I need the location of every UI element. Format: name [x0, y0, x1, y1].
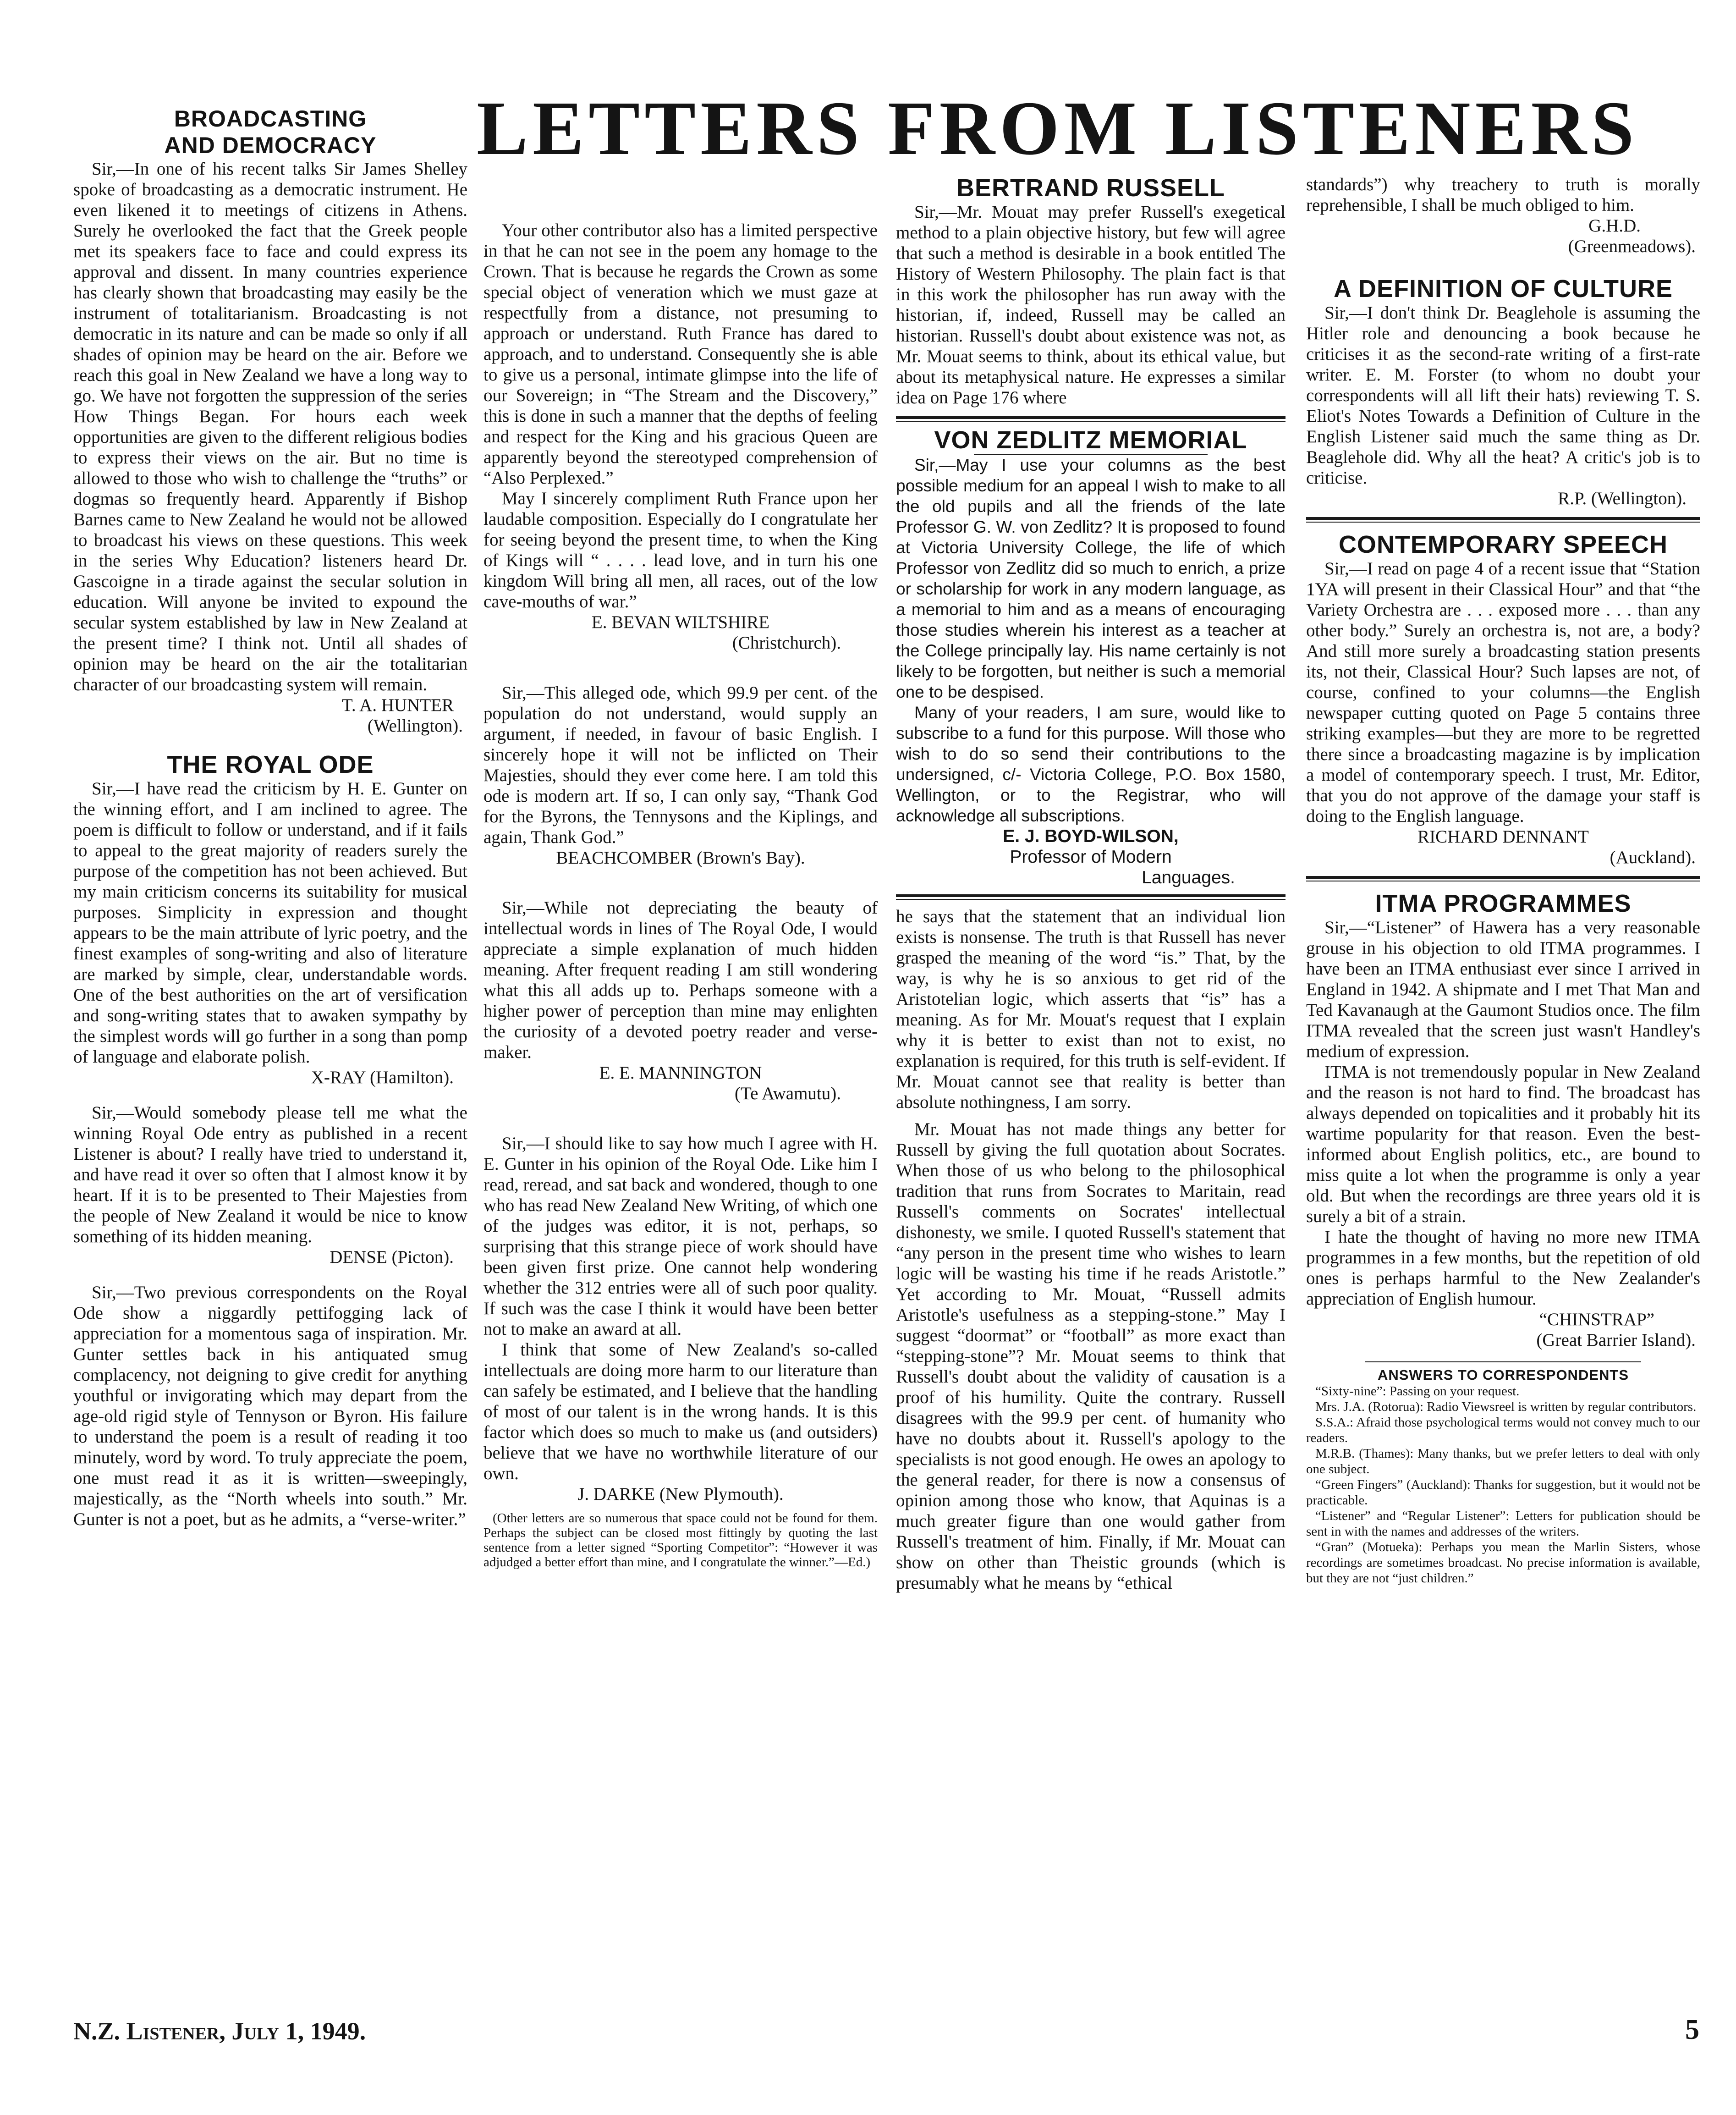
- letter-text: Sir,—I have read the criticism by H. E. Gunter on the winning effort, and I am inclined to agree. The poem is difficult to follow or understand, and if it fails to appeal to the great majority of readers surely the purpose of the competition has not been achieved. But my main criticism concerns its suitability for musical purposes. Simplicity in expression and thought appears to be the main attribute of lyric poetry, and the finest examples of song-writing and also of literature are marked by simple, clear, understandable words. One of the best authorities on the art of versification and song-writing states that to awaken sympathy by the simplest words will go further in a song than pomp of language and elaborate polish.: [73, 779, 467, 1067]
- letter-text: Your other contributor also has a limited perspective in that he can not see in the poem any homage to the Crown. That is because he regards the Crown as some special object of veneration which we must gaze at respectfully from a distance, not presuming to approach or understand. Ruth France has dared to approach, and to understand. Consequently she is able to give us a personal, intimate glimpse into the life of our Sovereign; in “The Stream and the Discovery,” this is done in such a manner that the depths of feeling and respect for the King and his gracious Queen are apparently beyond the stereotyped comprehension of “Also Perplexed.”: [483, 220, 878, 488]
- answer-item: “Sixty-nine”: Passing on your request.: [1315, 1384, 1520, 1399]
- letter-text: May I sincerely compliment Ruth France upon her laudable composition. Especially do I congratulate her for seeing beyond the present time, to when the King of Kings will “ . . . . lead love, and in turn his one kingdom Will bring all men, all races, out of the low cave-mouths of war.”: [483, 489, 878, 611]
- letter-text: Sir,—“Listener” of Hawera has a very reasonable grouse in his objection to old ITMA programmes. I have been an ITMA enthusiast ever since I arrived in England in 1942. A shipmate and I met That Man and Ted Kavanaugh at the Gaumont Studios once. The film ITMA revealed that the screen just wasn't Handley's medium of expression.: [1306, 918, 1700, 1061]
- answer-item: “Green Fingers” (Auckland): Thanks for suggestion, but it would not be practicable.: [1306, 1477, 1700, 1508]
- letter-text: standards”) why treachery to truth is morally reprehensible, I shall be much obliged to him.: [1306, 175, 1700, 215]
- letter-text: Sir,—In one of his recent talks Sir James Shelley spoke of broadcasting as a democratic instrument. He even likened it to meetings of citizens in Athens. Surely he overlooked the fact that the Greek people met its speakers face to face and could express its approval and dissent. In many countries experience has clearly shown that broadcasting may easily be the instrument of totalitarianism. Broadcasting is not democratic in its nature and can be made so only if all shades of opinion may be heard on the air. Before we reach this goal in New Zealand we have a long way to go. We have not forgotten the suppression of the series How Things Began. For hours each week opportunities are given to the different religious bodies to express their views on the air. But no time is allowed to those who wish to challenge the “truths” or dogmas so frequently heard. Apparently if Bishop Barnes came to New Zealand he would not be allowed to broadcast his views on these questions. This week in the series Why Education? listeners heard Dr. Gascoigne in a tirade against the secular solution in education. Will anyone be invited to expound the secular system established by law in New Zealand at the present time? I think not. Until all shades of opinion may be heard on the air the totalitarian character of our broadcasting system will remain.: [73, 159, 467, 694]
- heading-itma-programmes: ITMA PROGRAMMES: [1375, 890, 1632, 917]
- signature: “CHINSTRAP”: [1539, 1310, 1654, 1329]
- letter-text: Sir,—This alleged ode, which 99.9 per cent. of the population do not understand, would supply an argument, if needed, in favour of basic English. I sincerely hope it will not be inflicted on Their Majesties, should they ever come here. I am told this ode is modern art. If so, I can only say, “Thank God for the Byrons, the Tennysons and the Kiplings, and again, Thank God.”: [483, 683, 878, 847]
- signature: E. E. MANNINGTON: [599, 1063, 762, 1083]
- heading-royal-ode: THE ROYAL ODE: [167, 751, 374, 778]
- signature-location: (Auckland).: [1610, 848, 1696, 867]
- signature: E. J. BOYD-WILSON,: [1003, 826, 1179, 846]
- answer-item: “Listener” and “Regular Listener”: Letters for publication should be sent in with the names and addresses of the writers.: [1306, 1509, 1700, 1539]
- column-2: [483, 220, 878, 1570]
- signature-title: Languages.: [1142, 868, 1235, 887]
- divider: [896, 894, 1286, 900]
- signature: RICHARD DENNANT: [1417, 827, 1589, 847]
- column-4: [1306, 174, 1700, 1586]
- column-3: [896, 174, 1286, 1593]
- letter-text: Sir,—I read on page 4 of a recent issue that “Station 1YA will present in their Classical Hour” and that “the Variety Orchestra are . . . exposed more . . . than any other body.” Surely an orchestra is, not are, a body? And still more surely a broadcasting station presents its, not their, Classical Hour? Such lapses are not, of course, confined to your columns—the English newspaper cutting quoted on Page 5 contains three striking examples—but they are more to be regretted there since a broadcasting magazine is by implication a model of contemporary speech. I trust, Mr. Editor, that you do not approve of the damage your staff is doing to the English language.: [1306, 559, 1700, 826]
- signature-location: (Wellington).: [367, 716, 463, 736]
- letter-text: I think that some of New Zealand's so-called intellectuals are doing more harm to our literature than can safely be estimated, and I believe that the handling of most of our talent is in the wrong hands. It is this factor which does so much to make us (and outsiders) believe that we have no worthwhile literature of our own.: [483, 1340, 878, 1483]
- signature-location: (Christchurch).: [732, 633, 841, 653]
- answer-item: S.S.A.: Afraid those psychological terms would not convey much to our readers.: [1306, 1415, 1700, 1445]
- divider: [1306, 517, 1700, 523]
- signature: E. BEVAN WILTSHIRE: [591, 612, 770, 632]
- signature: DENSE (Picton).: [330, 1247, 454, 1267]
- letter-text: Sir,—Would somebody please tell me what the winning Royal Ode entry as published in a recent Listener is about? I really have tried to understand it, and have read it over so often that I almost know it by heart. If it is to be presented to Their Majesties from the people of New Zealand it would be nice to know something of its hidden meaning.: [73, 1103, 467, 1246]
- signature-location: (Greenmeadows).: [1568, 237, 1696, 256]
- signature-title: Professor of Modern: [1010, 847, 1172, 867]
- answer-item: M.R.B. (Thames): Many thanks, but we prefer letters to deal with only one subject.: [1306, 1446, 1700, 1476]
- letter-text: Sir,—I don't think Dr. Beaglehole is assuming the Hitler role and denouncing a book because he criticises it as the second-rate writing of a first-rate writer. E. M. Forster (to whom no doubt your correspondents will all lift their hats) reviewing T. S. Eliot's Notes Towards a Definition of Culture in the English Listener said much the same thing as Dr. Beaglehole did. Why all the heat? A critic's job is to criticise.: [1306, 303, 1700, 488]
- divider: [1306, 876, 1700, 881]
- letter-text: he says that the statement that an individual lion exists is nonsense. The truth is that Russell has never grasped the meaning of the word “is.” That, by the way, is why he is so anxious to get rid of the Aristotelian logic, which asserts that “is” has a meaning. As for Mr. Mouat's request that I explain why it is better to exist than not to exist, no explanation is required, for this truth is self-evident. If Mr. Mouat cannot see that reality is better than absolute nothingness, I am sorry.: [896, 907, 1286, 1112]
- letter-text: I hate the thought of having no more new ITMA programmes in a few months, but the repetition of old ones is perhaps harmful to the New Zealander's appreciation of English humour.: [1306, 1227, 1700, 1309]
- signature: R.P. (Wellington).: [1558, 489, 1687, 508]
- letter-text: Sir,—I should like to say how much I agree with H. E. Gunter in his opinion of the Royal Ode. Like him I read, reread, and sat back and wondered, though to one who has read New Zealand New Writing, of which one of the judges was editor, it is not, perhaps, so surprising that this strange piece of work should have been given first prize. One cannot help wondering whether the 312 entries were all of such poor quality. If such was the case I think it would have been better not to make an award at all.: [483, 1134, 878, 1339]
- answers-list: [1306, 1383, 1700, 1586]
- divider: [896, 416, 1286, 422]
- letter-text: Sir,—Two previous correspondents on the Royal Ode show a niggardly pettifogging lack of appreciation for a momentous saga of inspiration. Mr. Gunter settles back in his antiquated smug complacency, not deigning to give credit for anything youthful or invigorating which may depart from the age-old rigid style of Tennyson or Byron. His failure to understand the poem is a result of reading it too minutely, word by word. To truly appreciate the poem, one must read it as it is written—sweepingly, majestically, as the “North wheels into south.” Mr. Gunter is not a poet, but as he admits, a “verse-writer.”: [73, 1283, 467, 1529]
- column-1: [73, 105, 467, 1530]
- page-title: LETTERS FROM LISTENERS: [477, 86, 1639, 171]
- letter-text: ITMA is not tremendously popular in New Zealand and the reason is not hard to find. The broadcast has always depended on topicalities and it probably hit its wartime popularity for that reason. Even the best-informed about English politics, etc., are bound to miss quite a lot when the programme is only a year old. But when the recordings are three years old it is surely a bit of a strain.: [1306, 1062, 1700, 1226]
- footer-masthead: N.Z. Listener, July 1, 1949.: [73, 2017, 366, 2045]
- heading-contemporary-speech: CONTEMPORARY SPEECH: [1338, 531, 1668, 558]
- signature: T. A. HUNTER: [341, 695, 454, 715]
- heading-von-zedlitz: VON ZEDLITZ MEMORIAL: [934, 426, 1247, 454]
- heading-definition-of-culture: A DEFINITION OF CULTURE: [1334, 275, 1673, 303]
- letter-text: Many of your readers, I am sure, would like to subscribe to a fund for this purpose. Will those who wish to do so send their contributions to the undersigned, c/- Victoria College, P.O. Box 1580, Wellington, or to the Registrar, who will acknowledge all subscriptions.: [896, 703, 1286, 825]
- heading-broadcasting-democracy: BROADCASTING AND DEMOCRACY: [164, 106, 377, 158]
- signature: G.H.D.: [1588, 216, 1641, 236]
- answer-item: “Gran” (Motueka): Perhaps you mean the Marlin Sisters, whose recordings are sometimes broadcast. No precise information is available, but they are not “just children.”: [1306, 1540, 1700, 1586]
- signature-location: (Te Awamutu).: [735, 1084, 841, 1103]
- letter-text: Sir,—May I use your columns as the best possible medium for an appeal I wish to make to all the old pupils and all the friends of the late Professor G. W. von Zedlitz? It is proposed to found at Victoria University College, the life of which Professor von Zedlitz did so much to enrich, a prize or scholarship for work in any modern language, as a memorial to him and as a means of encouraging those studies wherein his interest as a teacher at the College principally lay. His name certainly is not likely to be forgotten, but neither is such a memorial one to be despised.: [896, 456, 1286, 701]
- answer-item: Mrs. J.A. (Rotorua): Radio Viewsreel is written by regular contributors.: [1315, 1399, 1697, 1414]
- signature: J. DARKE (New Plymouth).: [577, 1484, 784, 1504]
- signature: X-RAY (Hamilton).: [311, 1068, 454, 1087]
- signature: BEACHCOMBER (Brown's Bay).: [556, 848, 805, 868]
- letter-text: Sir,—While not depreciating the beauty of intellectual words in lines of The Royal Ode, I would appreciate a simple explanation of much hidden meaning. After frequent reading I am still wondering what this all adds up to. Perhaps someone with a higher power of perception than mine may enlighten the curiosity of a devoted poetry reader and verse-maker.: [483, 898, 878, 1062]
- heading-bertrand-russell: BERTRAND RUSSELL: [956, 174, 1225, 202]
- page-number: 5: [1685, 2014, 1699, 2045]
- editor-note: (Other letters are so numerous that space could not be found for them. Perhaps the subject can be closed most fittingly by quoting the last sentence from a letter signed “Sporting Competitor”: “However it was adjudged a better effort than mine, and I congratulate the winner.”—Ed.): [483, 1511, 878, 1570]
- signature-location: (Great Barrier Island).: [1536, 1330, 1696, 1350]
- letter-text: Sir,—Mr. Mouat may prefer Russell's exegetical method to a plain objective history, but few will agree that such a method is desirable in a book entitled The History of Western Philosophy. The plain fact is that in this work the philosopher has run away with the historian, if, indeed, Russell may be called an historian. Russell's doubt about existence was not, as Mr. Mouat seems to think, about its ethical value, but about its metaphysical nature. He expresses a similar idea on Page 176 where: [896, 202, 1286, 408]
- letter-text: Mr. Mouat has not made things any better for Russell by giving the full quotation about Socrates. When those of us who belong to the philosophical tradition that runs from Socrates to Maritain, read Russell's comments on Socrates' intellectual dishonesty, we smile. I quoted Russell's statement that “any person in the present time who wishes to learn logic will be wasting his time if he reads Aristotle.” Yet according to Mr. Mouat, “Russell admits Aristotle's usefulness as a stepping-stone.” May I suggest “doormat” or “football” as more exact than “stepping-stone”? Mr. Mouat seems to think that Russell's doubt about the validity of causation is a proof of his humility. Quite the contrary. Russell disagrees with the 99.9 per cent. of humanity who have no doubts about it. Russell's apology to the specialists is not good enough. He owes an apology to the general reader, for there is now a consensus of opinion among those who know, that Aquinas is a much greater figure than one would gather from Russell's treatment of him. Finally, if Mr. Mouat can show on other than Theistic grounds (which is presumably what he means by “ethical: [896, 1119, 1286, 1593]
- answers-heading: ANSWERS TO CORRESPONDENTS: [1377, 1367, 1629, 1383]
